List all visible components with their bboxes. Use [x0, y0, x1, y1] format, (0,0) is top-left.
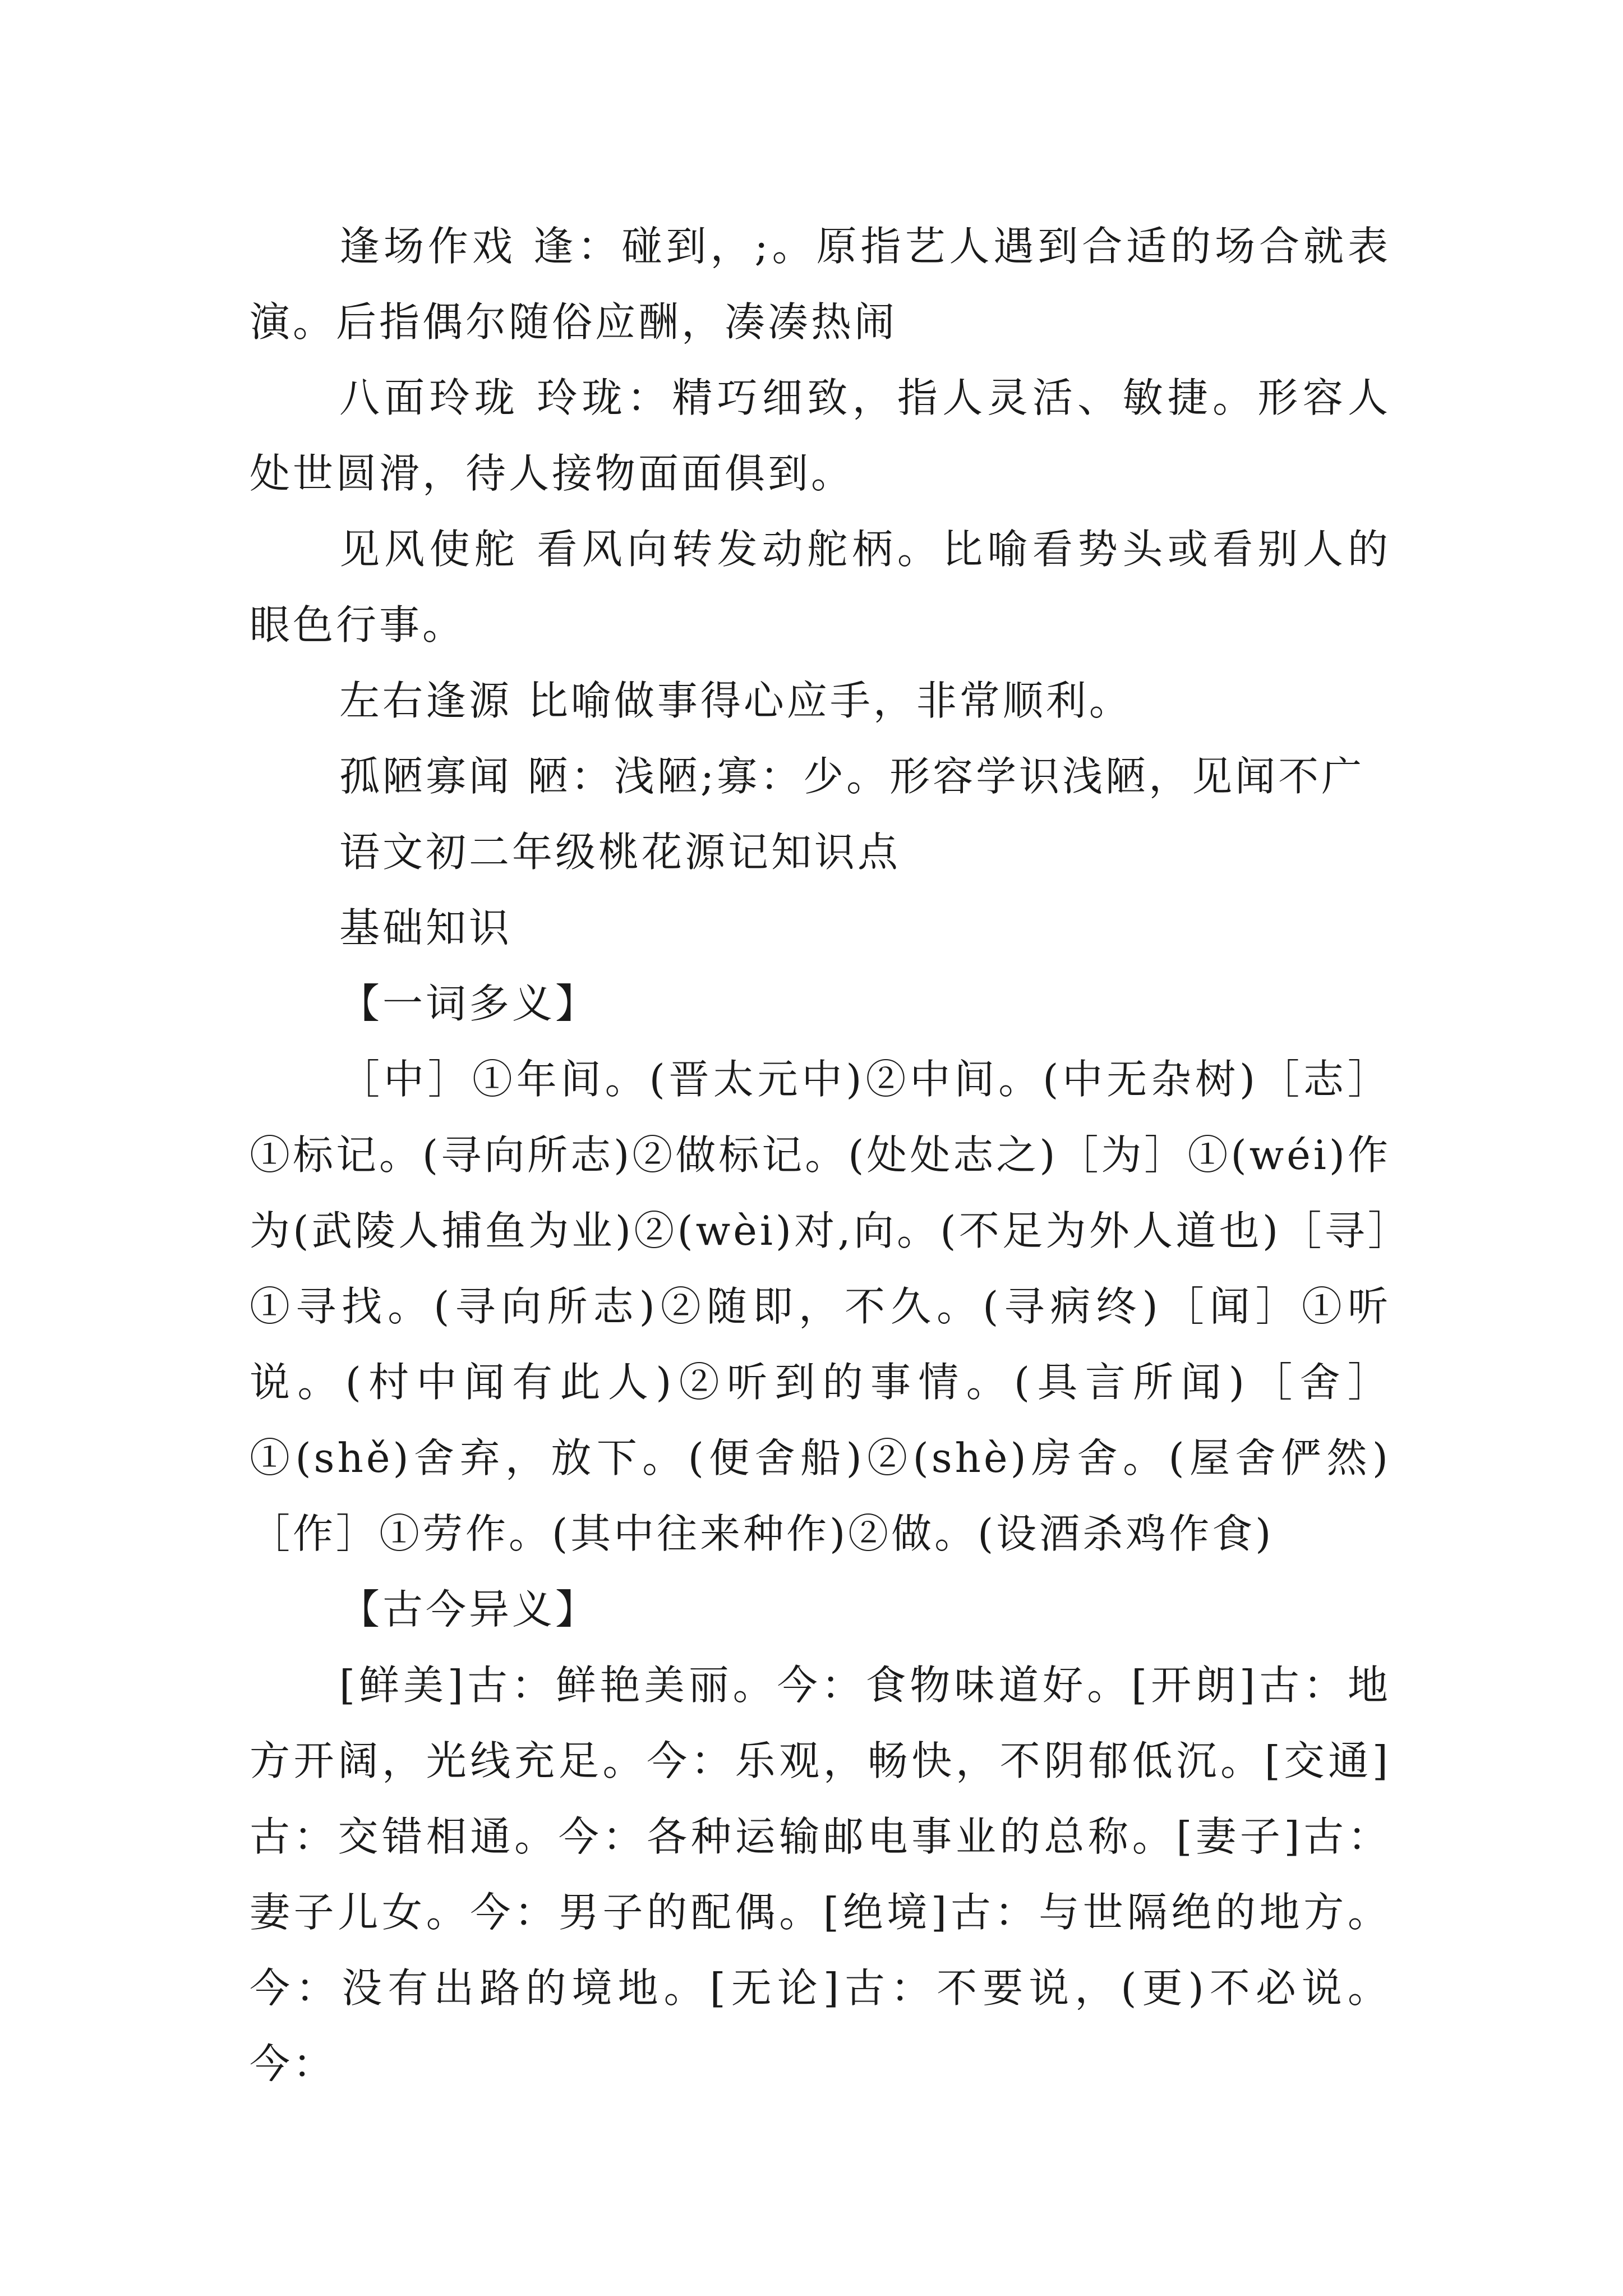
idiom-paragraph-bamian: 八面玲珑 玲珑：精巧细致，指人灵活、敏捷。形容人处世圆滑，待人接物面面俱到。 — [250, 374, 1391, 497]
document-body — [250, 209, 1391, 2102]
section-title: 语文初二年级桃花源记知识点 — [339, 829, 901, 876]
heading-ancient-modern: 【古今异义】 — [339, 1586, 599, 1633]
subsection-heading: 基础知识 — [339, 904, 513, 951]
ancient-modern-paragraph: [鲜美]古：鲜艳美丽。今：食物味道好。[开朗]古：地方开阔，光线充足。今：乐观，畅快，不阴郁低沉。[交通]古：交错相通。今：各种运输邮电事业的总称。[妻子]古：妻子儿女。今：男子的配偶。[绝境]古：与世隔绝的地方。今：没有出路的境地。[无论]古：不要说，(更)不必说。今： — [250, 1662, 1391, 2087]
idiom-paragraph-zuoyou: 左右逢源 比喻做事得心应手，非常顺利。 — [339, 677, 1132, 724]
polysemy-paragraph: ［中］①年间。(晋太元中)②中间。(中无杂树)［志］①标记。(寻向所志)②做标记。(处处志之)［为］①(wéi)作为(武陵人捕鱼为业)②(wèi)对,向。(不足为外人道也)［寻］①寻找。(寻向所志)②随即，不久。(寻病终)［闻］①听说。(村中闻有此人)②听到的事情。(具言所闻)［舍］①(shě)舍弃，放下。(便舍船)②(shè)房舍。(屋舍俨然)［作］①劳作。(其中往来种作)②做。(设酒杀鸡作食) — [250, 1056, 1391, 1557]
idiom-paragraph-jianfeng: 见风使舵 看风向转发动舵柄。比喻看势头或看别人的眼色行事。 — [250, 526, 1391, 648]
idiom-paragraph-fengchang: 逢场作戏 逢：碰到，;。原指艺人遇到合适的场合就表演。后指偶尔随俗应酬，凑凑热闹 — [250, 223, 1391, 346]
heading-polysemy: 【一词多义】 — [339, 980, 599, 1027]
idiom-paragraph-gulou: 孤陋寡闻 陋：浅陋;寡：少。形容学识浅陋，见闻不广 — [339, 753, 1365, 800]
